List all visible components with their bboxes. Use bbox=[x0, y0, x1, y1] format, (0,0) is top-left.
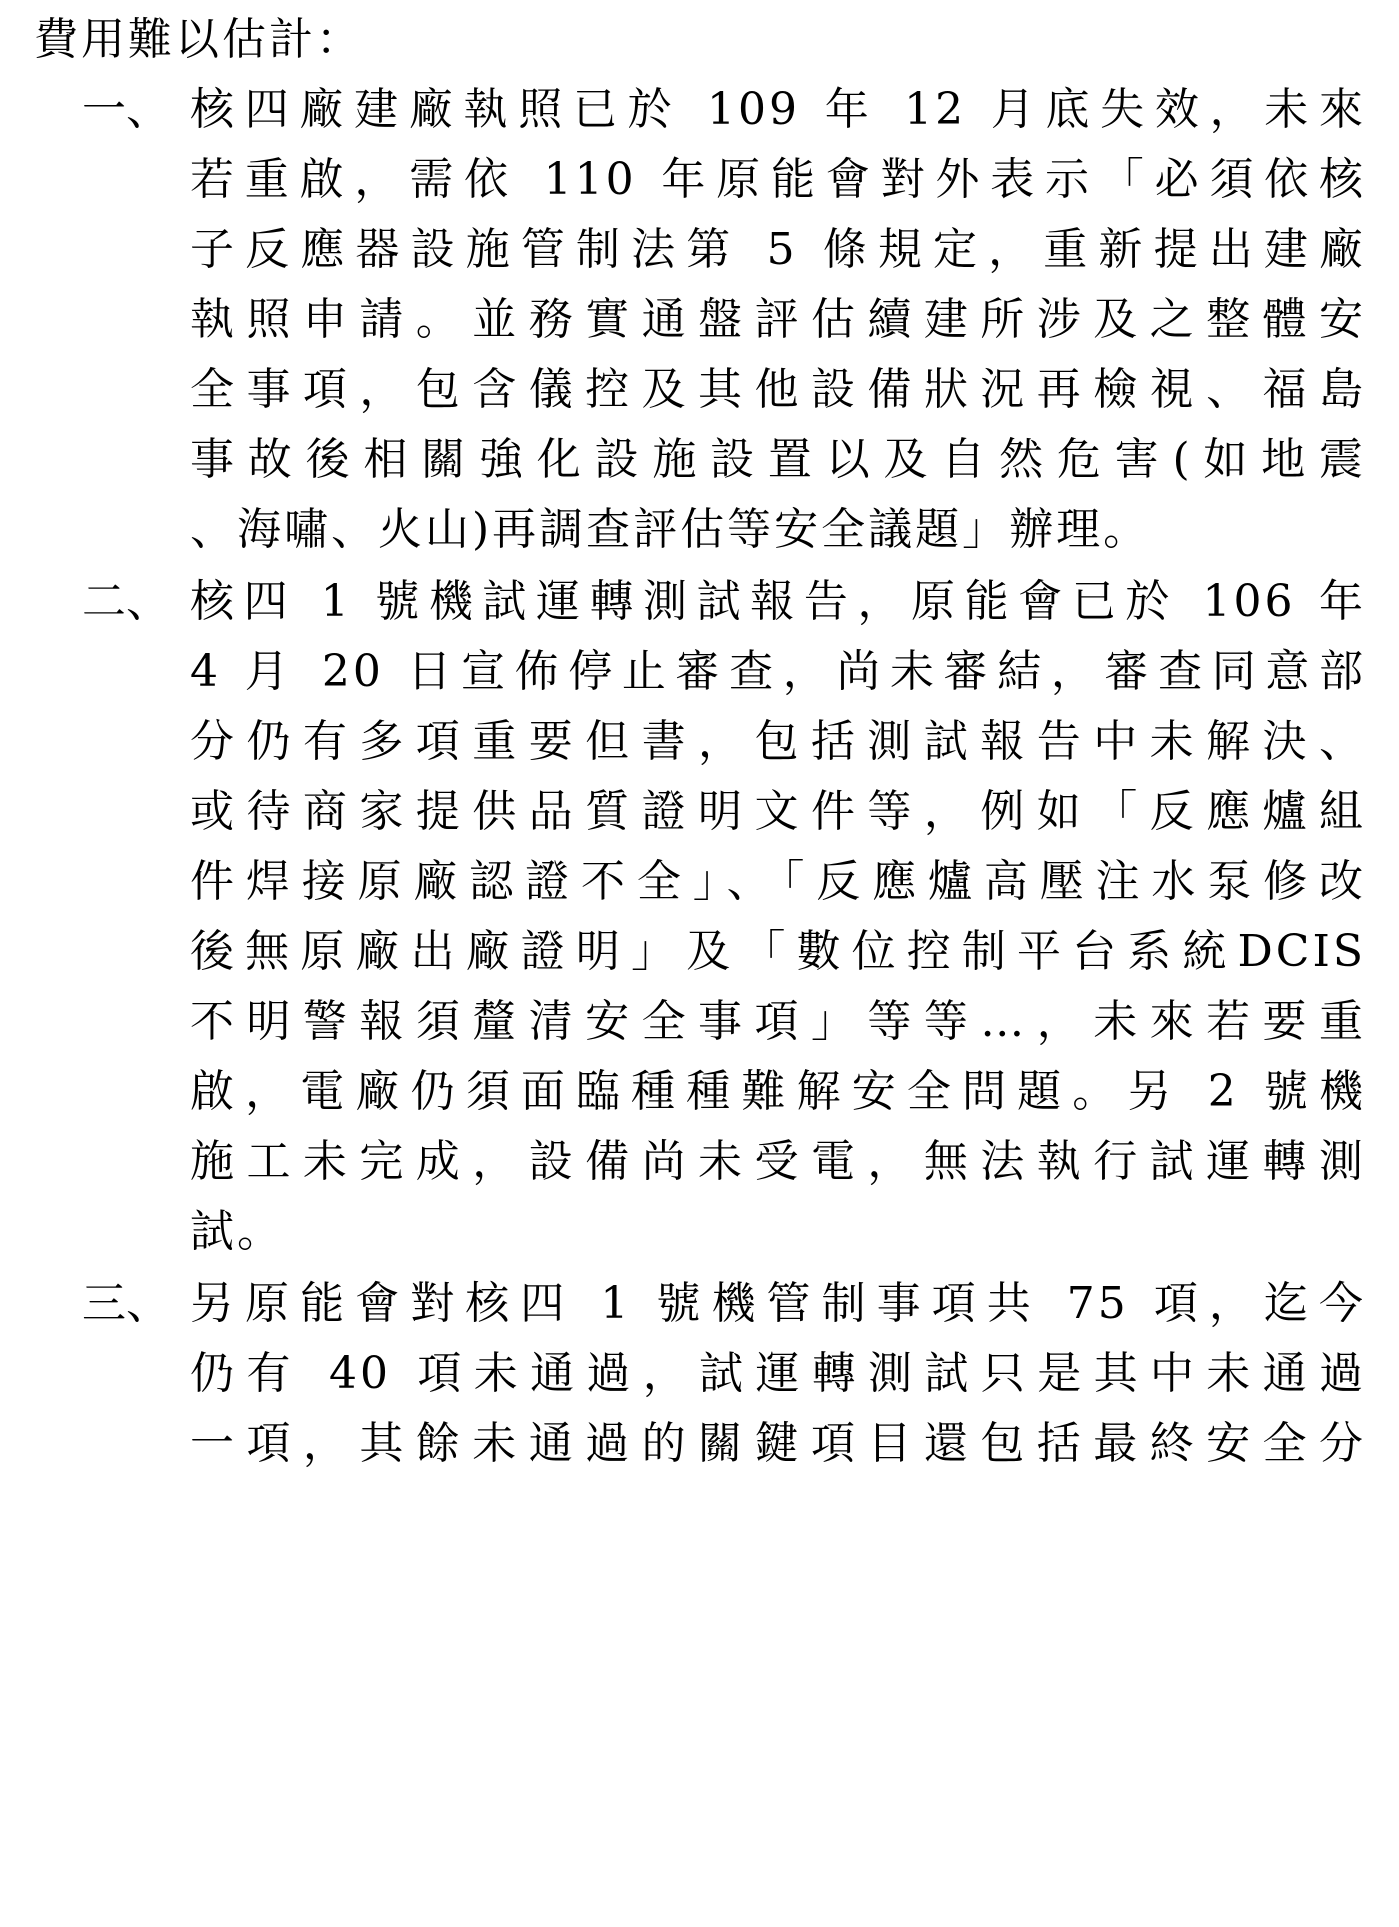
item-2-marker: 二、 bbox=[82, 576, 170, 627]
item-2-line-4: 或待商家提供品質證明文件等，例如「反應爐組 bbox=[190, 786, 1366, 837]
item-2-line-9: 施工未完成，設備尚未受電，無法執行試運轉測 bbox=[190, 1136, 1366, 1187]
intro-heading: 費用難以估計： bbox=[34, 14, 363, 65]
item-2-line-5: 件焊接原廠認證不全」、「反應爐高壓注水泵修改 bbox=[190, 856, 1366, 907]
item-2-line-7: 不明警報須釐清安全事項」等等…，未來若要重 bbox=[190, 996, 1366, 1047]
item-2-line-10: 試。 bbox=[190, 1206, 284, 1257]
item-1-line-7: 、海嘯、火山)再調查評估等安全議題」辦理。 bbox=[190, 504, 1151, 555]
item-1-line-3: 子反應器設施管制法第 5 條規定，重新提出建廠 bbox=[190, 224, 1366, 275]
item-1-line-1: 核四廠建廠執照已於 109 年 12 月底失效，未來 bbox=[190, 84, 1366, 135]
item-1-marker: 一、 bbox=[82, 84, 170, 135]
item-2-line-1: 核四 1 號機試運轉測試報告，原能會已於 106 年 bbox=[190, 576, 1366, 627]
item-1-line-6: 事故後相關強化設施設置以及自然危害(如地震 bbox=[190, 434, 1366, 485]
item-2-line-6: 後無原廠出廠證明」及「數位控制平台系統DCIS bbox=[190, 926, 1366, 977]
item-1-line-4: 執照申請。並務實通盤評估續建所涉及之整體安 bbox=[190, 294, 1366, 345]
item-2-line-3: 分仍有多項重要但書，包括測試報告中未解決、 bbox=[190, 716, 1366, 767]
item-1-line-5: 全事項，包含儀控及其他設備狀況再檢視、福島 bbox=[190, 364, 1366, 415]
item-3-marker: 三、 bbox=[82, 1278, 170, 1329]
item-3-line-3: 一項，其餘未通過的關鍵項目還包括最終安全分 bbox=[190, 1418, 1366, 1469]
item-3-line-1: 另原能會對核四 1 號機管制事項共 75 項，迄今 bbox=[190, 1278, 1366, 1329]
item-3-line-2: 仍有 40 項未通過，試運轉測試只是其中未通過 bbox=[190, 1348, 1366, 1399]
item-2-line-2: 4 月 20 日宣佈停止審查，尚未審結，審查同意部 bbox=[190, 646, 1366, 697]
item-2-line-8: 啟，電廠仍須面臨種種難解安全問題。另 2 號機 bbox=[190, 1066, 1366, 1117]
item-1-line-2: 若重啟，需依 110 年原能會對外表示「必須依核 bbox=[190, 154, 1366, 205]
